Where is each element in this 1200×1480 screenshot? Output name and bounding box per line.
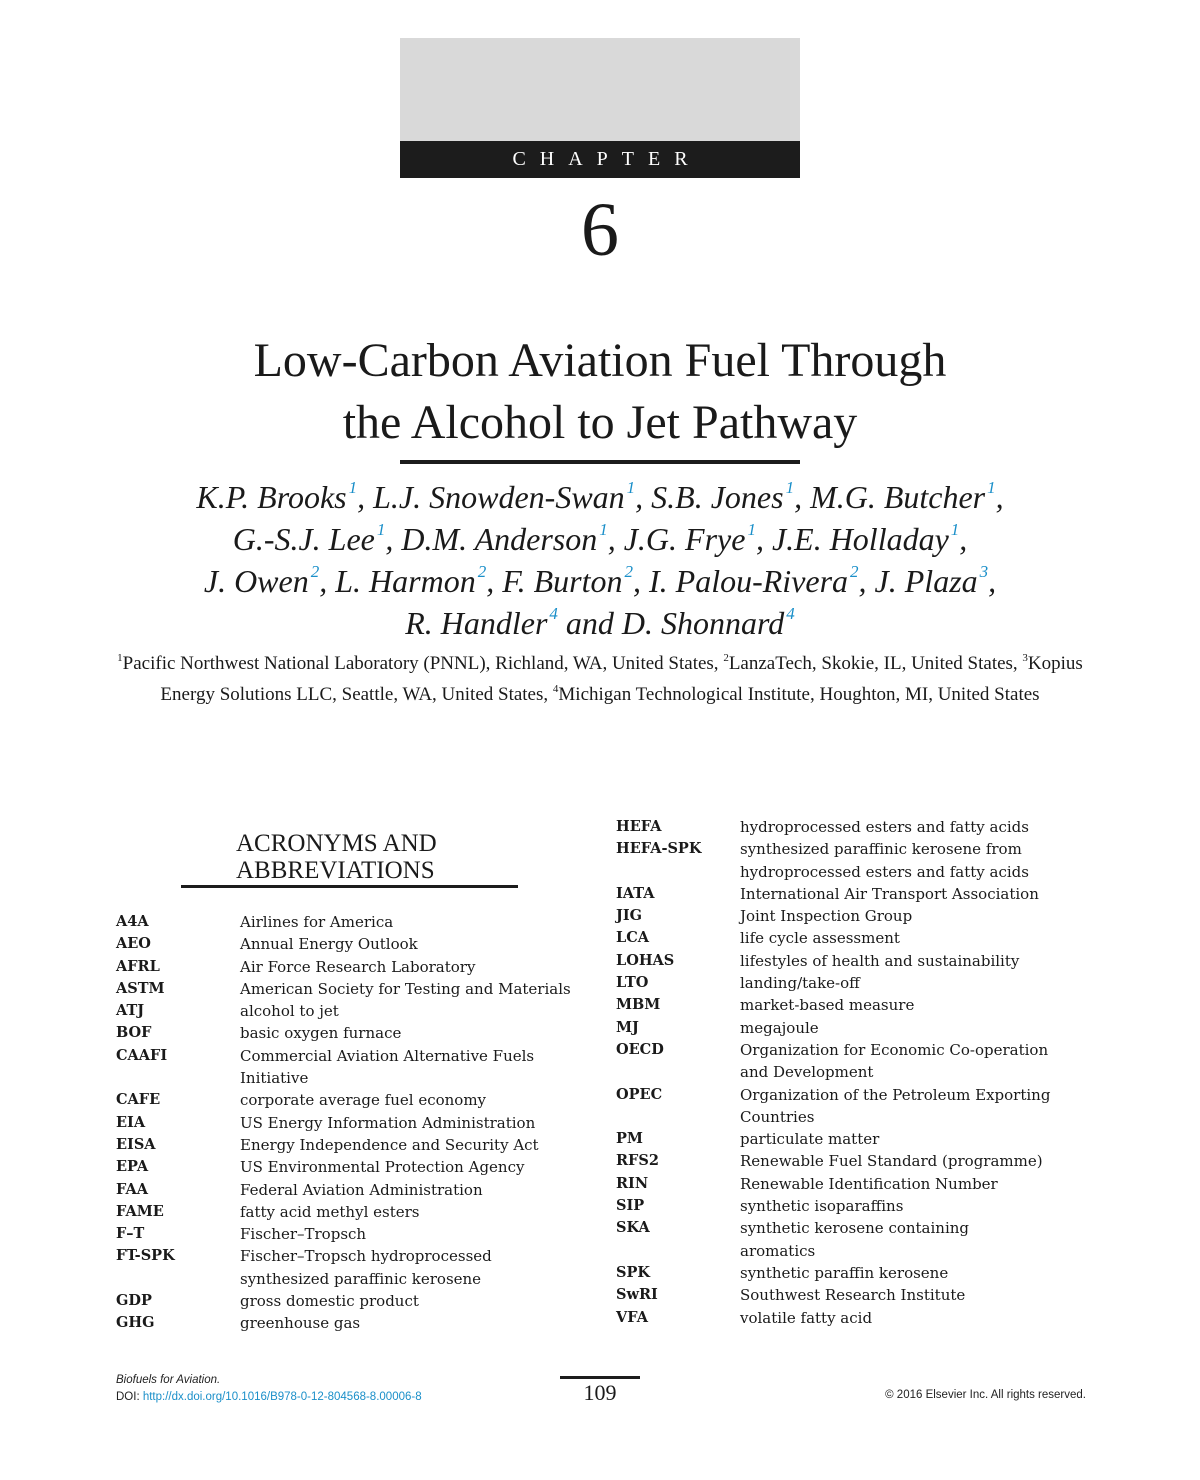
acronym-abbr: JIG — [616, 907, 643, 925]
author-affiliation-marker: 3 — [979, 562, 989, 581]
author-affiliation-marker: 1 — [626, 478, 636, 497]
author-affiliation-marker: 1 — [747, 520, 756, 539]
acronym-abbr: ASTM — [116, 979, 165, 997]
author-name: R. Handler — [405, 605, 548, 641]
acronym-abbr: SwRI — [616, 1286, 658, 1304]
acronym-row — [616, 1217, 1086, 1239]
acronym-definition: synthetic isoparaffins — [740, 1197, 904, 1216]
acronym-definition: particulate matter — [740, 1130, 880, 1149]
acronym-definition: US Energy Information Administration — [240, 1113, 536, 1132]
acronym-row — [116, 1134, 596, 1156]
acronym-row — [616, 950, 1086, 972]
acronym-definition: and Development — [740, 1063, 874, 1082]
acronym-row — [616, 861, 1086, 883]
acronym-row — [116, 1312, 596, 1334]
acronym-definition: greenhouse gas — [240, 1314, 361, 1333]
acronym-definition: Countries — [740, 1107, 815, 1126]
acronym-definition: synthetic paraffin kerosene — [740, 1263, 949, 1282]
acronym-definition: Fischer–Tropsch — [240, 1225, 367, 1244]
author-name: S.B. Jones — [651, 479, 784, 515]
acronym-abbr: GDP — [116, 1292, 152, 1310]
acronym-row — [116, 1245, 596, 1267]
author-affiliation-marker: 1 — [376, 520, 386, 539]
acronym-row — [116, 1067, 596, 1089]
acronym-row — [116, 911, 596, 933]
author-separator: , — [755, 521, 772, 557]
acronym-abbr: ATJ — [116, 1002, 145, 1020]
acronym-definition: corporate average fuel economy — [240, 1091, 487, 1110]
acronym-row — [616, 883, 1086, 905]
author-name: D. Shonnard — [621, 605, 785, 641]
acronym-row — [616, 1262, 1086, 1284]
acronym-definition: Federal Aviation Administration — [240, 1180, 483, 1199]
author-line — [0, 602, 1200, 644]
acronym-definition: US Environmental Protection Agency — [240, 1158, 525, 1177]
book-title: Biofuels for Aviation. — [116, 1374, 221, 1386]
acronym-list-left — [116, 911, 596, 1335]
acronym-definition: International Air Transport Association — [740, 884, 1039, 903]
author-separator: , — [607, 521, 624, 557]
acronym-abbr: IATA — [616, 884, 655, 902]
page-number-divider — [560, 1376, 640, 1379]
acronyms-heading-line-1: ACRONYMS AND — [236, 830, 437, 857]
acronym-definition: Fischer–Tropsch hydroprocessed — [240, 1247, 492, 1266]
acronym-definition: hydroprocessed esters and fatty acids — [740, 818, 1029, 836]
author-name: D.M. Anderson — [401, 521, 598, 557]
author-affiliation-marker: 1 — [987, 478, 996, 497]
acronym-abbr: MBM — [616, 996, 661, 1014]
acronym-abbr: AFRL — [116, 957, 160, 975]
author-name: M.G. Butcher — [810, 479, 986, 515]
acronym-row — [116, 1223, 596, 1245]
acronym-definition: basic oxygen furnace — [240, 1024, 402, 1043]
acronym-definition: megajoule — [740, 1018, 819, 1037]
acronym-abbr: RFS2 — [616, 1152, 659, 1170]
acronym-definition: Organization of the Petroleum Exporting — [740, 1085, 1051, 1104]
acronym-definition: aromatics — [740, 1241, 816, 1260]
acronym-row — [116, 1000, 596, 1022]
chapter-number: 6 — [581, 188, 619, 272]
acronym-row — [616, 816, 1086, 838]
title-divider — [400, 460, 800, 464]
chapter-title — [0, 330, 1200, 454]
acronym-definition: Joint Inspection Group — [740, 907, 913, 926]
page-number: 109 — [583, 1380, 617, 1405]
acronym-abbr — [616, 861, 740, 883]
author-affiliation-marker: 1 — [599, 520, 608, 539]
affiliation-text: Pacific Northwest National Laboratory (PNNL), Richland, WA, United States, — [122, 653, 724, 674]
chapter-title-line-1: Low-Carbon Aviation Fuel Through — [253, 334, 947, 387]
acronym-abbr: OPEC — [616, 1085, 663, 1103]
author-affiliation-marker: 4 — [549, 604, 558, 623]
acronym-definition: market-based measure — [740, 996, 915, 1015]
acronym-row — [116, 1268, 596, 1290]
acronym-definition: volatile fatty acid — [740, 1308, 873, 1327]
acronym-abbr: MJ — [616, 1018, 639, 1036]
acronym-abbr: EPA — [116, 1158, 149, 1176]
affiliation-marker: 2 — [723, 652, 729, 664]
acronyms-heading — [236, 830, 437, 884]
acronym-abbr: SIP — [616, 1197, 645, 1215]
chapter-label: CHAPTER — [400, 141, 800, 178]
author-separator: and — [557, 605, 622, 641]
author-separator: , — [385, 521, 402, 557]
acronym-definition: hydroprocessed esters and fatty acids — [740, 862, 1029, 881]
acronym-abbr: HEFA-SPK — [616, 840, 702, 858]
acronym-abbr: CAFE — [116, 1091, 161, 1109]
acronym-abbr: CAAFI — [116, 1046, 168, 1064]
author-separator: , — [357, 479, 374, 515]
acronym-definition: Energy Independence and Security Act — [240, 1135, 539, 1154]
acronym-abbr: PM — [616, 1130, 643, 1148]
affiliation-text: LanzaTech, Skokie, IL, United States, — [728, 653, 1023, 674]
acronym-abbr: LOHAS — [616, 951, 675, 969]
acronym-definition: landing/take-off — [740, 974, 860, 993]
acronym-abbr: BOF — [116, 1024, 152, 1042]
acronyms-heading-divider — [181, 885, 518, 888]
acronym-row — [616, 1307, 1086, 1329]
author-affiliation-marker: 1 — [950, 520, 960, 539]
affiliation-marker: 1 — [117, 652, 123, 664]
acronym-definition: fatty acid methyl esters — [240, 1202, 420, 1221]
acronym-definition: Initiative — [240, 1069, 309, 1088]
acronym-row — [616, 1061, 1086, 1083]
author-affiliation-marker: 1 — [785, 478, 795, 497]
acronym-abbr: F–T — [116, 1225, 145, 1243]
affiliation-marker: 4 — [552, 683, 559, 695]
author-affiliation-marker: 2 — [310, 562, 320, 581]
acronym-row — [616, 1173, 1086, 1195]
acronym-row — [616, 905, 1086, 927]
author-name: I. Palou-Rivera — [649, 563, 849, 599]
author-affiliation-marker: 4 — [786, 604, 795, 623]
acronym-row — [616, 1128, 1086, 1150]
author-name: J. Owen — [203, 563, 309, 599]
author-line — [0, 560, 1200, 602]
chapter-header-box — [400, 38, 800, 141]
acronym-row — [616, 1150, 1086, 1172]
author-separator: , — [635, 479, 652, 515]
author-separator: , — [995, 479, 1004, 515]
acronym-row — [616, 994, 1086, 1016]
author-line — [0, 476, 1200, 518]
affiliation-text: Michigan Technological Institute, Houghton, MI, United States — [558, 684, 1040, 705]
acronym-definition: alcohol to jet — [240, 1002, 339, 1021]
copyright: © 2016 Elsevier Inc. All rights reserved. — [885, 1389, 1086, 1401]
acronym-abbr: LCA — [616, 929, 649, 947]
acronym-abbr: HEFA — [616, 818, 662, 835]
acronym-definition: Air Force Research Laboratory — [240, 957, 476, 976]
acronym-row — [616, 1240, 1086, 1262]
doi-label: DOI: — [116, 1391, 143, 1403]
chapter-title-line-2: the Alcohol to Jet Pathway — [342, 396, 858, 449]
acronym-row — [116, 1179, 596, 1201]
acronym-row — [616, 1195, 1086, 1217]
acronym-abbr: EIA — [116, 1113, 146, 1131]
acronym-definition: life cycle assessment — [740, 929, 900, 948]
acronym-row — [616, 1084, 1086, 1106]
acronym-row — [116, 956, 596, 978]
author-name: J.G. Frye — [623, 521, 746, 557]
acronyms-heading-line-2: ABBREVIATIONS — [236, 857, 435, 884]
acronym-row — [116, 1022, 596, 1044]
acronym-row — [616, 927, 1086, 949]
author-name: J.E. Holladay — [771, 521, 949, 557]
acronym-abbr: EISA — [116, 1135, 156, 1153]
acronym-row — [116, 978, 596, 1000]
author-separator: , — [486, 563, 503, 599]
author-affiliation-marker: 2 — [850, 562, 859, 581]
acronym-abbr: VFA — [616, 1308, 648, 1326]
acronym-definition: lifestyles of health and sustainability — [740, 951, 1020, 970]
author-name: J. Plaza — [874, 563, 978, 599]
author-affiliation-marker: 2 — [624, 562, 633, 581]
acronym-row — [616, 972, 1086, 994]
acronym-abbr: FAA — [116, 1180, 148, 1198]
author-list — [0, 476, 1200, 644]
author-affiliation-marker: 1 — [348, 478, 358, 497]
acronym-definition: American Society for Testing and Materials — [240, 979, 571, 998]
author-separator: , — [858, 563, 875, 599]
footer-citation — [116, 1372, 422, 1406]
acronym-abbr: LTO — [616, 974, 649, 992]
acronym-row — [116, 1089, 596, 1111]
acronym-definition: synthesized paraffinic kerosene — [240, 1269, 482, 1288]
author-name: F. Burton — [502, 563, 623, 599]
acronym-row — [616, 1039, 1086, 1061]
acronym-abbr — [616, 1106, 740, 1128]
acronym-definition: Commercial Aviation Alternative Fuels — [240, 1046, 535, 1065]
acronym-list-right — [616, 816, 1086, 1329]
acronym-definition: Southwest Research Institute — [740, 1286, 966, 1305]
author-name: L. Harmon — [335, 563, 476, 599]
acronym-abbr — [116, 1067, 240, 1089]
acronym-definition: synthesized paraffinic kerosene from — [740, 840, 1022, 859]
acronym-abbr: FT-SPK — [116, 1247, 175, 1265]
acronym-abbr: AEO — [116, 935, 151, 953]
author-separator: , — [794, 479, 811, 515]
acronym-row — [116, 1156, 596, 1178]
acronym-abbr: A4A — [116, 913, 149, 930]
author-name: G.-S.J. Lee — [232, 521, 375, 557]
doi-link[interactable]: http://dx.doi.org/10.1016/B978-0-12-804568-8.00006-8 — [142, 1391, 422, 1403]
acronym-abbr: FAME — [116, 1202, 164, 1220]
acronym-abbr: GHG — [116, 1314, 155, 1332]
acronym-definition: Renewable Identification Number — [740, 1174, 998, 1193]
acronym-definition: synthetic kerosene containing — [740, 1219, 970, 1238]
acronym-row — [116, 1201, 596, 1223]
acronym-abbr: RIN — [616, 1174, 649, 1192]
acronym-row — [116, 933, 596, 955]
acronym-row — [616, 838, 1086, 860]
acronym-abbr — [616, 1240, 740, 1262]
acronym-definition: Airlines for America — [240, 913, 394, 931]
author-separator: , — [988, 563, 997, 599]
acronym-abbr: SPK — [616, 1263, 650, 1281]
acronym-definition: Organization for Economic Co-operation — [740, 1040, 1049, 1059]
acronym-row — [616, 1017, 1086, 1039]
acronym-row — [116, 1290, 596, 1312]
author-separator: , — [959, 521, 968, 557]
affiliation-marker: 3 — [1022, 652, 1028, 664]
author-name: K.P. Brooks — [196, 479, 347, 515]
acronym-abbr: OECD — [616, 1040, 664, 1058]
acronym-row — [116, 1045, 596, 1067]
author-separator: , — [319, 563, 336, 599]
author-affiliation-marker: 2 — [477, 562, 487, 581]
acronym-abbr — [116, 1268, 240, 1290]
author-separator: , — [633, 563, 649, 599]
doi-line — [116, 1389, 422, 1406]
acronym-definition: Annual Energy Outlook — [240, 935, 418, 954]
acronym-abbr — [616, 1061, 740, 1083]
affiliations — [110, 648, 1090, 710]
acronym-abbr: SKA — [616, 1219, 650, 1237]
author-line — [0, 518, 1200, 560]
acronym-row — [616, 1284, 1086, 1306]
acronym-row — [616, 1106, 1086, 1128]
acronym-definition: gross domestic product — [240, 1292, 419, 1311]
author-name: L.J. Snowden-Swan — [373, 479, 625, 515]
acronym-definition: Renewable Fuel Standard (programme) — [740, 1152, 1043, 1171]
affiliation-text: Kopius Energy Solutions LLC, Seattle, WA, United States, — [160, 653, 1083, 705]
acronym-row — [116, 1112, 596, 1134]
